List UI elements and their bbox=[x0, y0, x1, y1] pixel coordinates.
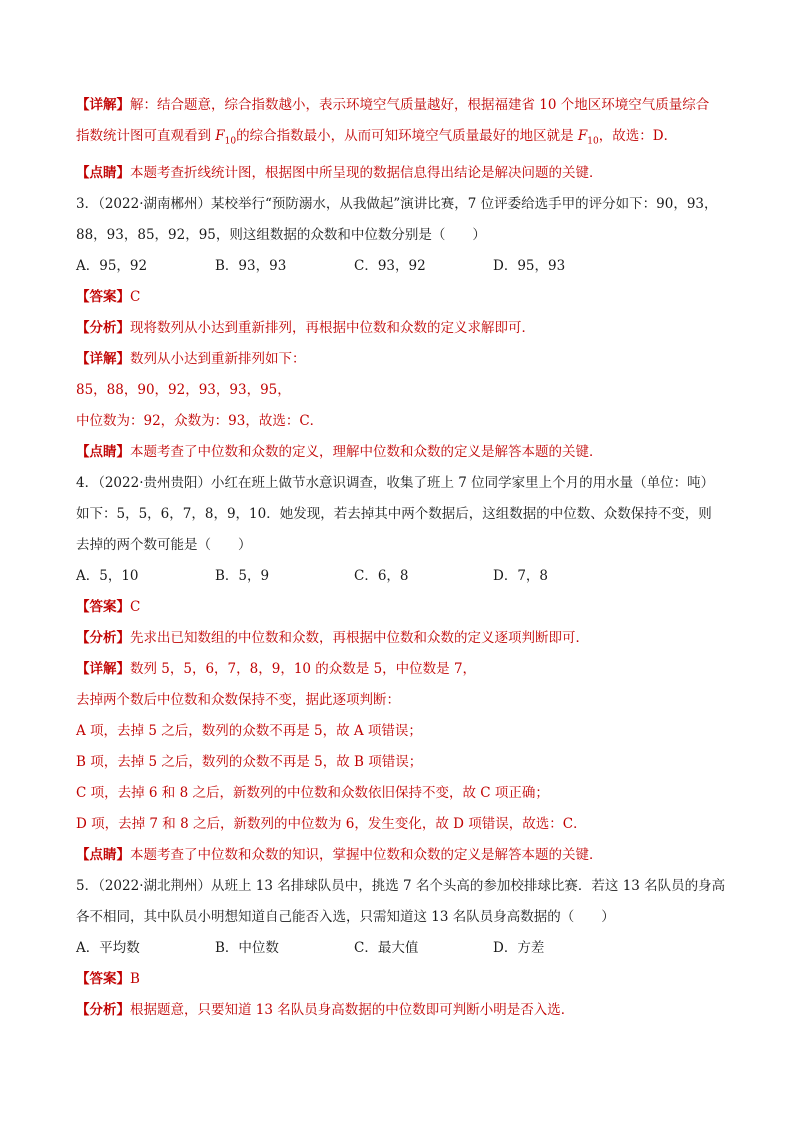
q3-option-d: D．95，93 bbox=[493, 257, 566, 274]
q4-detail-line-2: 去掉两个数后中位数和众数保持不变，据此逐项判断： bbox=[76, 691, 400, 708]
q3-analysis-text: 现将数列从小达到重新排列，再根据中位数和众数的定义求解即可． bbox=[130, 319, 535, 336]
q3-detail-line-2: 85，88，90，92，93，93，95， bbox=[76, 381, 291, 398]
q4-analysis-text: 先求出已知数组的中位数和众数，再根据中位数和众数的定义逐项判断即可． bbox=[130, 629, 589, 646]
q3-detail-line-3: 中位数为：92，众数为：93，故选：C． bbox=[76, 412, 324, 429]
q3-stem-line-2: 88，93，85，92，95，则这组数据的众数和中位数分别是（ ） bbox=[76, 226, 486, 243]
q4-option-d: D．7，8 bbox=[493, 567, 549, 584]
detail-tag: 【详解】 bbox=[76, 97, 130, 113]
q3-stem-line-1: 3．（2022·湖南郴州）某校举行“预防溺水，从我做起”演讲比赛，7 位评委给选手甲的评分如下：90，93， bbox=[76, 195, 718, 212]
q2-detail-text-2a: 指数统计图可直观看到 bbox=[76, 128, 216, 144]
q3-option-b: B．93，93 bbox=[215, 257, 287, 274]
q5-answer-value: B bbox=[130, 970, 140, 987]
q4-point-text: 本题考查了中位数和众数的知识，掌握中位数和众数的定义是解答本题的关键． bbox=[130, 846, 603, 863]
variable-f10 bbox=[215, 128, 237, 147]
q4-point bbox=[76, 846, 726, 864]
q5-option-d: D．方差 bbox=[493, 939, 545, 956]
variable-subscript: 10 bbox=[587, 136, 599, 147]
q3-option-c: C．93，92 bbox=[354, 257, 426, 274]
q4-option-c: C．6，8 bbox=[354, 567, 409, 584]
q4-option-b: B．5，9 bbox=[215, 567, 270, 584]
q3-detail-line-1 bbox=[76, 350, 726, 368]
point-tag: 【点睛】 bbox=[76, 443, 130, 460]
q3-analysis bbox=[76, 319, 726, 337]
q5-option-b: B．中位数 bbox=[215, 939, 279, 956]
q4-detail-line-5: C 项，去掉 6 和 8 之后，新数列的中位数和众数依旧保持不变，故 C 项正确； bbox=[76, 784, 549, 801]
q4-answer bbox=[76, 598, 726, 616]
q3-answer-value: C bbox=[130, 288, 141, 305]
point-tag: 【点睛】 bbox=[76, 846, 130, 863]
q4-detail-line-1 bbox=[76, 660, 726, 678]
q4-detail-line-3: A 项，去掉 5 之后，数列的众数不再是 5，故 A 项错误； bbox=[76, 722, 422, 739]
q2-point-text: 本题考查折线统计图，根据图中所呈现的数据信息得出结论是解决问题的关键． bbox=[130, 164, 603, 181]
q4-detail-line-6: D 项，去掉 7 和 8 之后，新数列的中位数为 6，发生变化，故 D 项错误，故选：C． bbox=[76, 815, 587, 832]
q3-detail-text-1: 数列从小达到重新排列如下： bbox=[130, 350, 306, 367]
q2-detail-text-2b: 的综合指数最小，从而可知环境空气质量最好的地区就是 bbox=[236, 128, 578, 144]
q2-detail-line-2 bbox=[76, 127, 726, 151]
q2-point bbox=[76, 164, 726, 182]
q3-point-text: 本题考查了中位数和众数的定义，理解中位数和众数的定义是解答本题的关键． bbox=[130, 443, 603, 460]
answer-tag: 【答案】 bbox=[76, 598, 130, 615]
q3-point bbox=[76, 443, 726, 461]
q4-analysis bbox=[76, 629, 726, 647]
q2-detail-line-1 bbox=[76, 96, 726, 114]
q5-answer bbox=[76, 970, 726, 988]
q4-detail-line-4: B 项，去掉 5 之后，数列的众数不再是 5，故 B 项错误； bbox=[76, 753, 423, 770]
variable-letter: F bbox=[577, 128, 588, 144]
variable-letter: F bbox=[215, 128, 225, 144]
q5-analysis-text: 根据题意，只要知道 13 名队员身高数据的中位数即可判断小明是否入选． bbox=[130, 1001, 575, 1018]
q2-detail-text-2c: ，故选：D． bbox=[598, 128, 678, 144]
q3-options bbox=[76, 257, 726, 275]
q2-detail-text-1: 解：结合题意，综合指数越小，表示环境空气质量越好，根据福建省 10 个地区环境空气质量综合 bbox=[130, 97, 710, 113]
analysis-tag: 【分析】 bbox=[76, 319, 130, 336]
q4-stem-line-3: 去掉的两个数可能是（ ） bbox=[76, 536, 252, 553]
point-tag: 【点睛】 bbox=[76, 164, 130, 181]
detail-tag: 【详解】 bbox=[76, 350, 130, 367]
q4-stem-line-2: 如下：5，5，6，7，8，9，10．她发现，若去掉其中两个数据后，这组数据的中位数、众数保持不变，则 bbox=[76, 505, 712, 522]
q5-option-a: A．平均数 bbox=[76, 939, 140, 956]
answer-tag: 【答案】 bbox=[76, 970, 130, 987]
q3-answer bbox=[76, 288, 726, 306]
answer-tag: 【答案】 bbox=[76, 288, 130, 305]
q4-detail-text-1: 数列 5，5，6，7，8，9，10 的众数是 5，中位数是 7， bbox=[130, 660, 477, 677]
q5-analysis bbox=[76, 1001, 726, 1019]
q4-options bbox=[76, 567, 726, 585]
analysis-tag: 【分析】 bbox=[76, 629, 130, 646]
q4-answer-value: C bbox=[130, 598, 141, 615]
q4-option-a: A．5，10 bbox=[76, 567, 139, 584]
q5-stem-line-2: 各不相同，其中队员小明想知道自己能否入选，只需知道这 13 名队员身高数据的（ ） bbox=[76, 908, 615, 925]
variable-subscript: 10 bbox=[224, 136, 237, 147]
variable-f10-second bbox=[577, 128, 599, 147]
q5-option-c: C．最大值 bbox=[354, 939, 419, 956]
q5-stem-line-1: 5．（2022·湖北荆州）从班上 13 名排球队员中，挑选 7 名个头高的参加校排球比赛．若这 13 名队员的身高 bbox=[76, 877, 726, 894]
document-page bbox=[76, 96, 726, 1032]
q5-options bbox=[76, 939, 726, 957]
analysis-tag: 【分析】 bbox=[76, 1001, 130, 1018]
detail-tag: 【详解】 bbox=[76, 660, 130, 677]
q4-stem-line-1: 4．（2022·贵州贵阳）小红在班上做节水意识调查，收集了班上 7 位同学家里上个月的用水量（单位：吨） bbox=[76, 474, 715, 491]
q3-option-a: A．95，92 bbox=[76, 257, 148, 274]
